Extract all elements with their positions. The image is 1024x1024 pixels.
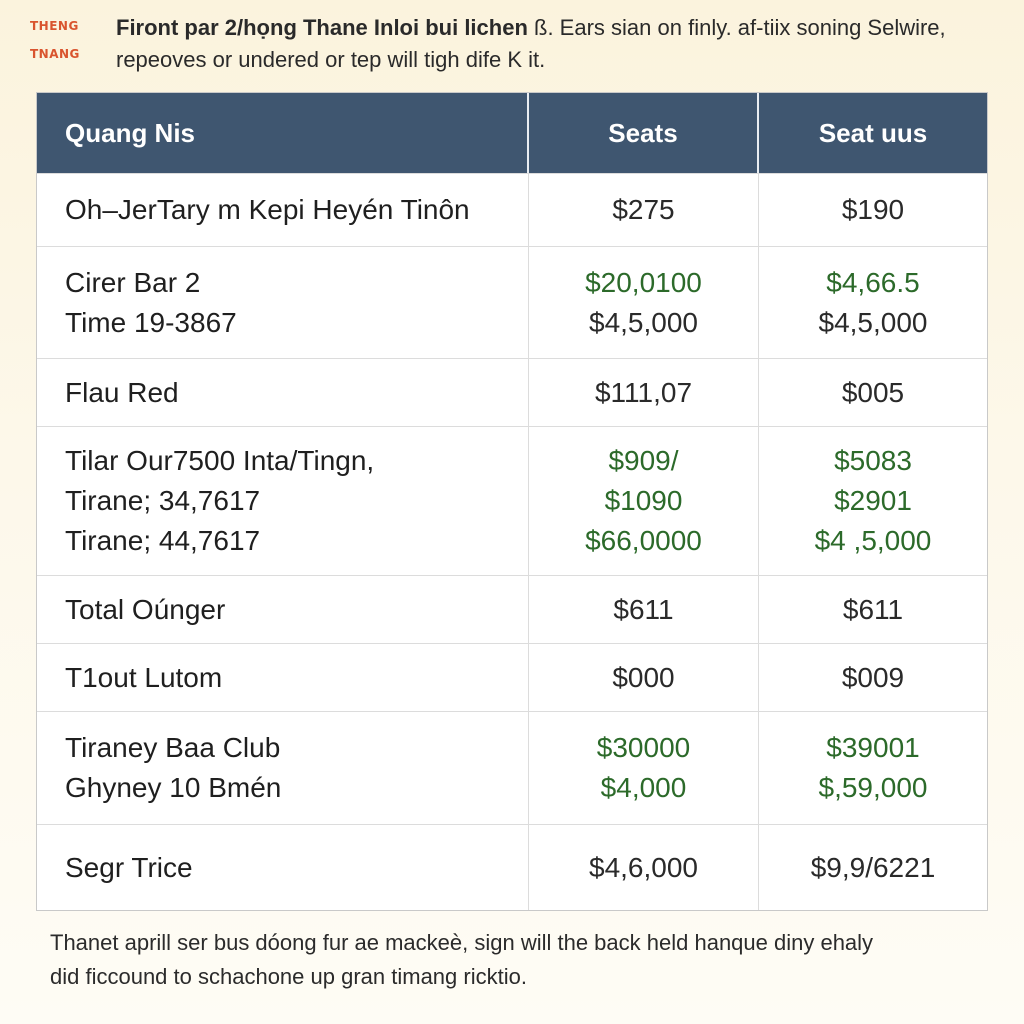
- seat-uus-value: $190: [841, 194, 905, 225]
- seat-uus-value: $005: [841, 376, 905, 408]
- intro-line-1: [116, 12, 1006, 44]
- table-row: [37, 173, 987, 246]
- row-name: Flau Red: [65, 376, 179, 408]
- seat-uus-cell: [759, 247, 987, 358]
- seat-uus-value: $4 ,5,000: [814, 525, 932, 556]
- table-row: [37, 711, 987, 824]
- seat-uus-cell: [759, 576, 987, 643]
- price-table: [36, 92, 988, 911]
- seats-value: $4,5,000: [589, 306, 698, 338]
- table-row: [37, 575, 987, 643]
- seat-uus-cell: [759, 825, 987, 910]
- footer-line-1: Thanet aprill ser bus dóong fur ae mackeè, sign will the back held hanque diny ehaly: [50, 930, 874, 955]
- row-name: Total Oúnger: [65, 593, 226, 625]
- logo-line-2: TNANG: [30, 47, 80, 61]
- intro-title: Firont par 2/họng Thane Inloi bui lichen: [116, 15, 528, 40]
- seat-uus-cell: [759, 427, 987, 575]
- page-header: [0, 0, 1024, 86]
- seats-value: $66,0000: [585, 525, 702, 556]
- seat-uus-value: $9,9/6221: [810, 851, 936, 883]
- seat-uus-cell: [759, 174, 987, 246]
- seat-uus-cell: [759, 712, 987, 824]
- seats-value: $909/: [608, 445, 679, 476]
- row-name-cell: [37, 825, 529, 910]
- seats-value: $000: [612, 661, 675, 693]
- row-name: Tirane; 44,7617: [65, 525, 261, 556]
- table-row: [37, 358, 987, 426]
- row-name: Tiraney Baa Club: [65, 732, 281, 763]
- row-name-cell: [37, 174, 529, 246]
- seats-cell: [529, 247, 759, 358]
- column-header-name: Quang Nis: [37, 93, 529, 173]
- seats-value: $4,000: [600, 772, 687, 803]
- seat-uus-value: $39001: [826, 732, 920, 763]
- row-name: Cirer Bar 2: [65, 266, 201, 298]
- seat-uus-cell: [759, 359, 987, 426]
- seats-cell: [529, 644, 759, 711]
- row-name-cell: [37, 247, 529, 358]
- seats-value: $30000: [596, 732, 691, 763]
- seat-uus-cell: [759, 644, 987, 711]
- seat-uus-value: $611: [842, 593, 904, 625]
- row-name: Oh–JerTary m Kepi Heyén Tinôn: [65, 194, 470, 225]
- seat-uus-value: $009: [841, 661, 905, 693]
- seat-uus-value: $2901: [834, 485, 912, 516]
- seats-value: $4,6,000: [589, 851, 698, 883]
- intro-line-2: repeoves or undered or tep will tigh dife K it.: [116, 47, 546, 72]
- seats-cell: [529, 359, 759, 426]
- seats-value: $111,07: [594, 376, 693, 408]
- table-row: [37, 246, 987, 358]
- logo-line-1: THENG: [30, 19, 79, 33]
- seat-uus-value: $4,66.5: [826, 266, 920, 298]
- row-name-cell: [37, 359, 529, 426]
- table-row: [37, 643, 987, 711]
- seats-cell: [529, 427, 759, 575]
- seats-value: $20,0100: [585, 266, 702, 298]
- seat-uus-value: $4,5,000: [818, 306, 928, 338]
- seat-uus-value: $,59,000: [818, 772, 928, 803]
- column-header-seats: Seats: [529, 93, 759, 173]
- seats-cell: [529, 576, 759, 643]
- seats-cell: [529, 174, 759, 246]
- intro-title-suffix: ß. Ears sian on finly. af-tiix soning Selwire,: [534, 15, 946, 40]
- row-name: Tirane; 34,7617: [65, 485, 261, 516]
- row-name-cell: [37, 576, 529, 643]
- seats-value: $611: [613, 593, 674, 625]
- row-name: Ghyney 10 Bmén: [65, 772, 282, 803]
- row-name: Time 19-3867: [65, 306, 237, 338]
- seats-cell: [529, 825, 759, 910]
- column-header-seat-uus: Seat uus: [818, 117, 928, 148]
- seats-value: $275: [612, 194, 675, 225]
- table-row: [37, 824, 987, 910]
- footer-note: [50, 926, 990, 994]
- row-name-cell: [37, 427, 529, 575]
- seats-cell: [529, 712, 759, 824]
- seats-value: $1090: [604, 485, 683, 516]
- footer-line-2: did ficcound to schachone up gran timang ricktio.: [50, 964, 527, 989]
- intro-text: [116, 12, 1006, 76]
- seat-uus-value: $5083: [834, 445, 912, 476]
- row-name: T1out Lutom: [65, 661, 223, 693]
- row-name: Segr Trice: [65, 851, 193, 883]
- table-row: [37, 426, 987, 575]
- row-name-cell: [37, 712, 529, 824]
- brand-logo: [30, 16, 104, 72]
- table-header-row: [37, 93, 987, 173]
- row-name-cell: [37, 644, 529, 711]
- row-name: Tilar Our7500 Inta/Tingn,: [65, 445, 375, 476]
